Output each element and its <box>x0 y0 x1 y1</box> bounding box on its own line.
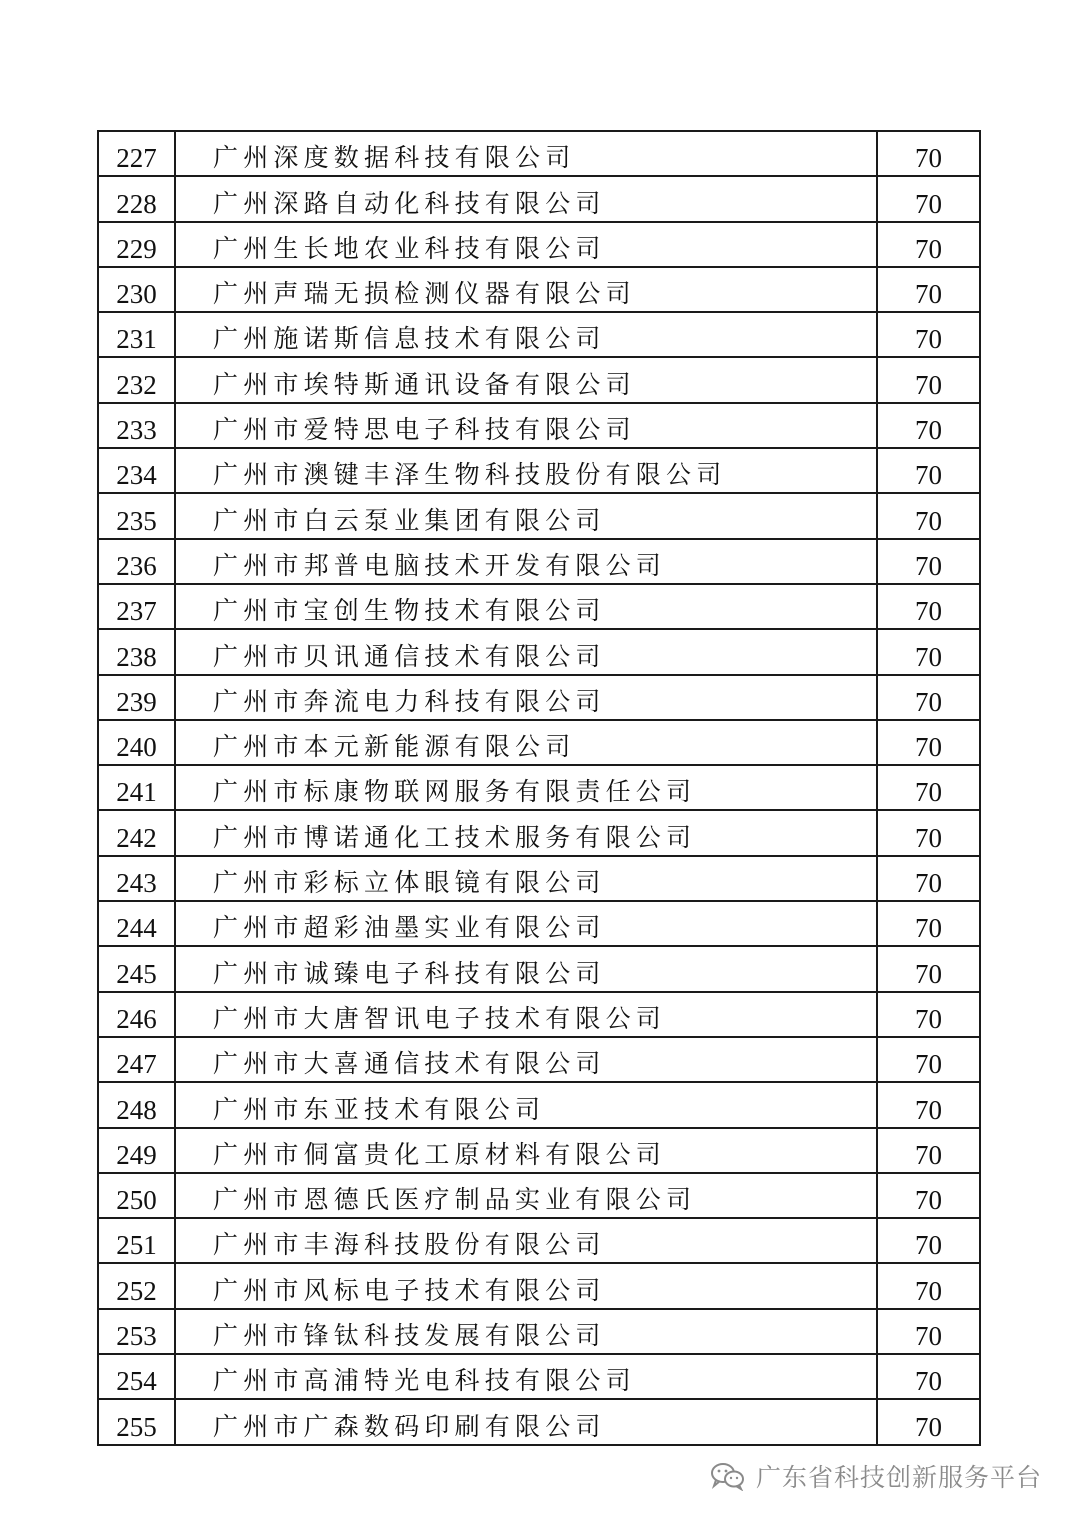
table-row <box>98 448 980 493</box>
table-row <box>98 856 980 901</box>
table-body <box>98 131 980 1445</box>
score-value: 70 <box>877 856 980 901</box>
company-name: 广州市本元新能源有限公司 <box>175 720 877 765</box>
company-name: 广州市奔流电力科技有限公司 <box>175 675 877 720</box>
company-name: 广州市白云泵业集团有限公司 <box>175 493 877 538</box>
table-row <box>98 1173 980 1218</box>
company-name: 广州市大唐智讯电子技术有限公司 <box>175 992 877 1037</box>
watermark <box>710 1458 1042 1494</box>
row-number: 234 <box>98 448 175 493</box>
row-number: 238 <box>98 629 175 674</box>
table-row <box>98 1082 980 1127</box>
company-name: 广州市侗富贵化工原材料有限公司 <box>175 1128 877 1173</box>
row-number: 241 <box>98 765 175 810</box>
company-name: 广州市爱特思电子科技有限公司 <box>175 403 877 448</box>
row-number: 254 <box>98 1354 175 1399</box>
score-value: 70 <box>877 1354 980 1399</box>
score-value: 70 <box>877 901 980 946</box>
table-row <box>98 493 980 538</box>
row-number: 229 <box>98 222 175 267</box>
row-number: 239 <box>98 675 175 720</box>
score-value: 70 <box>877 1128 980 1173</box>
watermark-text: 广东省科技创新服务平台 <box>755 1463 1042 1492</box>
table-row <box>98 720 980 765</box>
company-name: 广州声瑞无损检测仪器有限公司 <box>175 267 877 312</box>
score-value: 70 <box>877 267 980 312</box>
row-number: 227 <box>98 131 175 176</box>
table-row <box>98 312 980 357</box>
table-row <box>98 539 980 584</box>
company-name: 广州市彩标立体眼镜有限公司 <box>175 856 877 901</box>
company-name: 广州市博诺通化工技术服务有限公司 <box>175 810 877 855</box>
company-name: 广州市埃特斯通讯设备有限公司 <box>175 357 877 402</box>
score-value: 70 <box>877 675 980 720</box>
company-name: 广州深度数据科技有限公司 <box>175 131 877 176</box>
table-row <box>98 1128 980 1173</box>
score-value: 70 <box>877 1218 980 1263</box>
company-name: 广州市超彩油墨实业有限公司 <box>175 901 877 946</box>
company-name: 广州市标康物联网服务有限责任公司 <box>175 765 877 810</box>
score-value: 70 <box>877 946 980 991</box>
company-name: 广州施诺斯信息技术有限公司 <box>175 312 877 357</box>
company-name: 广州市宝创生物技术有限公司 <box>175 584 877 629</box>
score-value: 70 <box>877 1173 980 1218</box>
row-number: 251 <box>98 1218 175 1263</box>
table-row <box>98 403 980 448</box>
score-value: 70 <box>877 403 980 448</box>
company-name: 广州市大喜通信技术有限公司 <box>175 1037 877 1082</box>
company-name: 广州市高浦特光电科技有限公司 <box>175 1354 877 1399</box>
row-number: 250 <box>98 1173 175 1218</box>
table-row <box>98 1037 980 1082</box>
company-name: 广州市诚臻电子科技有限公司 <box>175 946 877 991</box>
company-name: 广州市澳键丰泽生物科技股份有限公司 <box>175 448 877 493</box>
row-number: 232 <box>98 357 175 402</box>
company-name: 广州市广森数码印刷有限公司 <box>175 1399 877 1444</box>
score-value: 70 <box>877 222 980 267</box>
company-name: 广州市风标电子技术有限公司 <box>175 1263 877 1308</box>
score-value: 70 <box>877 312 980 357</box>
table-row <box>98 357 980 402</box>
table-row <box>98 176 980 221</box>
score-value: 70 <box>877 1082 980 1127</box>
company-name: 广州市恩德氏医疗制品实业有限公司 <box>175 1173 877 1218</box>
table-row <box>98 1399 980 1444</box>
score-value: 70 <box>877 720 980 765</box>
table-row <box>98 1263 980 1308</box>
score-value: 70 <box>877 493 980 538</box>
score-value: 70 <box>877 131 980 176</box>
table-row <box>98 992 980 1037</box>
table-row <box>98 131 980 176</box>
company-name: 广州市东亚技术有限公司 <box>175 1082 877 1127</box>
score-value: 70 <box>877 448 980 493</box>
row-number: 255 <box>98 1399 175 1444</box>
company-name: 广州市邦普电脑技术开发有限公司 <box>175 539 877 584</box>
company-name: 广州市贝讯通信技术有限公司 <box>175 629 877 674</box>
row-number: 228 <box>98 176 175 221</box>
row-number: 247 <box>98 1037 175 1082</box>
table-row <box>98 1354 980 1399</box>
row-number: 252 <box>98 1263 175 1308</box>
row-number: 230 <box>98 267 175 312</box>
table-row <box>98 222 980 267</box>
table-row <box>98 267 980 312</box>
row-number: 243 <box>98 856 175 901</box>
row-number: 245 <box>98 946 175 991</box>
score-value: 70 <box>877 357 980 402</box>
company-name: 广州市丰海科技股份有限公司 <box>175 1218 877 1263</box>
company-name: 广州市锋钛科技发展有限公司 <box>175 1309 877 1354</box>
table-row <box>98 1218 980 1263</box>
table-row <box>98 675 980 720</box>
company-name: 广州深路自动化科技有限公司 <box>175 176 877 221</box>
company-score-table <box>97 130 981 1446</box>
table-row <box>98 1309 980 1354</box>
score-value: 70 <box>877 584 980 629</box>
table-row <box>98 901 980 946</box>
score-value: 70 <box>877 1309 980 1354</box>
row-number: 244 <box>98 901 175 946</box>
score-value: 70 <box>877 1037 980 1082</box>
score-value: 70 <box>877 765 980 810</box>
row-number: 249 <box>98 1128 175 1173</box>
row-number: 231 <box>98 312 175 357</box>
table-row <box>98 584 980 629</box>
row-number: 242 <box>98 810 175 855</box>
row-number: 240 <box>98 720 175 765</box>
table-row <box>98 810 980 855</box>
score-value: 70 <box>877 1399 980 1444</box>
table-row <box>98 946 980 991</box>
table-row <box>98 629 980 674</box>
wechat-icon <box>710 1461 746 1491</box>
row-number: 253 <box>98 1309 175 1354</box>
score-value: 70 <box>877 810 980 855</box>
row-number: 236 <box>98 539 175 584</box>
row-number: 237 <box>98 584 175 629</box>
score-value: 70 <box>877 992 980 1037</box>
score-value: 70 <box>877 176 980 221</box>
score-value: 70 <box>877 629 980 674</box>
row-number: 235 <box>98 493 175 538</box>
row-number: 248 <box>98 1082 175 1127</box>
company-name: 广州生长地农业科技有限公司 <box>175 222 877 267</box>
table-row <box>98 765 980 810</box>
row-number: 246 <box>98 992 175 1037</box>
score-value: 70 <box>877 1263 980 1308</box>
row-number: 233 <box>98 403 175 448</box>
score-value: 70 <box>877 539 980 584</box>
